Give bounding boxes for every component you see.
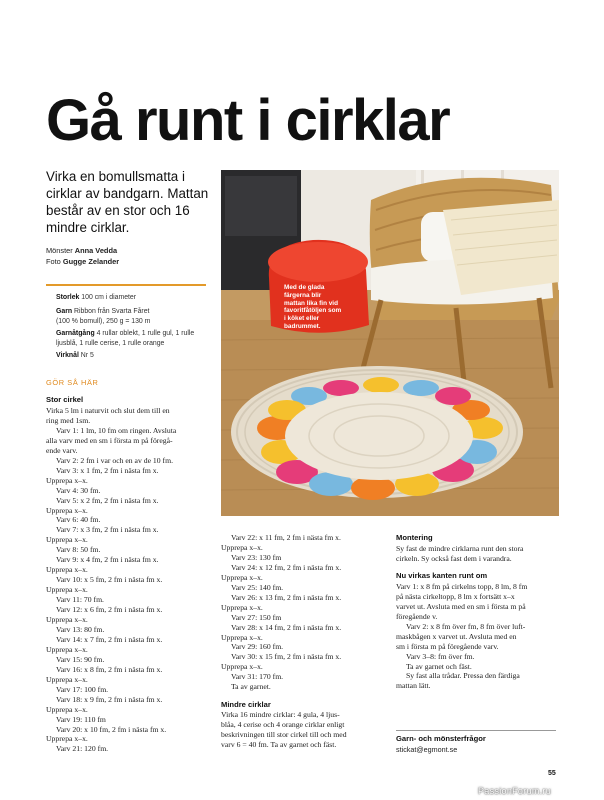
instruction-line: Varv 1: 1 lm, 10 fm om ringen. Avsluta [56, 425, 177, 435]
instruction-line: Varv 2: 2 fm i var och en av de 10 fm. [56, 455, 173, 465]
instruction-line: maskbågen x varvet ut. Avsluta med en [396, 631, 517, 641]
instruction-line: Varv 19: 110 fm [56, 714, 106, 724]
instructions-border [396, 582, 561, 691]
instruction-line: på nästa cirkeltopp, 8 lm x fortsätt x–x [396, 591, 515, 601]
fact-hook: Virknål Nr 5 [56, 352, 94, 359]
instruction-line: Sy fast de mindre cirklarna runt den stora [396, 544, 524, 553]
fact-box-rule [46, 284, 206, 286]
instruction-line: Varv 3–8: fm över fm. [406, 651, 475, 661]
instruction-line: Varv 10: x 5 fm, 2 fm i nästa fm x. [56, 575, 163, 585]
fact-usage-detail: ljusblå, 1 rulle cerise, 1 rulle orange [56, 340, 165, 347]
instruction-line: Varv 3: x 1 fm, 2 fm i nästa fm x. [56, 465, 159, 475]
instruction-line: Upprepa x–x. [221, 602, 263, 612]
instruction-line: Varv 31: 170 fm. [231, 672, 284, 682]
instruction-line: sm i första m på föregående varv. [396, 641, 499, 651]
instruction-line: Upprepa x–x. [46, 734, 88, 744]
instruction-line: Varv 8: 50 fm. [56, 545, 101, 555]
contact-email: stickat@egmont.se [396, 745, 458, 754]
instruction-line: Upprepa x–x. [221, 572, 263, 582]
instruction-line: Upprepa x–x. [46, 565, 88, 575]
instruction-line: Varv 30: x 15 fm, 2 fm i nästa fm x. [231, 652, 342, 662]
instructions-large-circle-continued [221, 533, 393, 692]
instruction-line: blåa, 4 cerise och 4 orange cirklar enligt [221, 720, 345, 730]
subheading-small-circles: Mindre cirklar [221, 700, 271, 710]
instruction-line: Upprepa x–x. [46, 704, 88, 714]
fact-size: Storlek 100 cm i diameter [56, 294, 137, 301]
instruction-line: Varv 12: x 6 fm, 2 fm i nästa fm x. [56, 605, 163, 615]
instruction-line: Varv 14: x 7 fm, 2 fm i nästa fm x. [56, 634, 163, 644]
instructions-assembly [396, 544, 561, 564]
instruction-line: Virka 16 mindre cirklar: 4 gula, 4 ljus- [221, 710, 340, 720]
instruction-line: mattan lätt. [396, 681, 431, 691]
instruction-line: Upprepa x–x. [221, 662, 263, 672]
instruction-line: Varv 13: 80 fm. [56, 624, 105, 634]
instruction-line: Varv 27: 150 fm [231, 612, 282, 622]
instruction-line: Varv 23: 130 fm [231, 552, 282, 562]
instruction-line: Varv 17: 100 fm. [56, 684, 109, 694]
instruction-line: Varv 22: x 11 fm, 2 fm i nästa fm x. [231, 533, 341, 542]
instruction-line: varv 6 = 40 fm. Ta av garnet och fäst. [221, 740, 337, 750]
instruction-line: Ta av garnet. [231, 682, 271, 692]
instruction-line: beskrivningen till stor cirkel till och med [221, 730, 347, 740]
fact-yarn-detail: (100 % bomull), 250 g = 130 m [56, 318, 151, 325]
instruction-line: varvet ut. Avsluta med en sm i första m på [396, 601, 526, 611]
instruction-line: föregående v. [396, 611, 438, 621]
instruction-line: Varv 20: x 10 fm, 2 fm i nästa fm x. [56, 724, 167, 734]
instruction-line: Upprepa x–x. [46, 535, 88, 545]
column-1 [46, 395, 218, 754]
subheading-assembly: Montering [396, 533, 433, 542]
pattern-author: Anna Vedda [74, 246, 118, 255]
instruction-line: Varv 7: x 3 fm, 2 fm i nästa fm x. [56, 525, 159, 535]
watermark: PassionForum.ru [478, 786, 552, 796]
column-2 [221, 533, 393, 750]
instruction-line: Upprepa x–x. [46, 585, 88, 595]
page-number: 55 [548, 770, 556, 777]
subheading-large-circle: Stor cirkel [46, 395, 84, 404]
instruction-line: Varv 26: x 13 fm, 2 fm i nästa fm x. [231, 592, 342, 602]
instruction-line: Varv 24: x 12 fm, 2 fm i nästa fm x. [231, 562, 342, 572]
intro-text: Virka en bomullsmatta i cirklar av bandgarn. Mattan består av en stor och 16 mindre cirklar. [46, 169, 209, 235]
page-title: Gå runt i cirklar [46, 88, 450, 153]
instruction-line: Upprepa x–x. [221, 632, 263, 642]
instruction-line: ende varv. [46, 445, 78, 455]
instruction-line: Varv 28: x 14 fm, 2 fm i nästa fm x. [231, 622, 342, 632]
instruction-line: Varv 5: x 2 fm, 2 fm i nästa fm x. [56, 495, 159, 505]
credit-label: Mönster [46, 246, 73, 255]
instruction-line: Varv 15: 90 fm. [56, 654, 105, 664]
instruction-line: Varv 6: 40 fm. [56, 515, 101, 525]
instruction-line: Varv 11: 70 fm. [56, 595, 104, 605]
instruction-line: Varv 29: 160 fm. [231, 642, 284, 652]
instruction-line: Varv 9: x 4 fm, 2 fm i nästa fm x. [56, 555, 159, 565]
instruction-line: Upprepa x–x. [221, 542, 263, 552]
instruction-line: ring med 1sm. [46, 415, 91, 425]
photographer: Gugge Zelander [62, 257, 120, 266]
instruction-line: Varv 21: 120 fm. [56, 744, 109, 754]
instruction-line: Varv 18: x 9 fm, 2 fm i nästa fm x. [56, 694, 163, 704]
instruction-line: Varv 1: x 8 fm på cirkelns topp, 8 lm, 8 fm [396, 581, 528, 591]
contact-heading: Garn- och mönsterfrågor [396, 734, 486, 743]
instruction-line: Varv 2: x 8 fm över fm, 8 fm över luft- [406, 621, 526, 631]
column-3 [396, 533, 561, 691]
section-heading: GÖR SÅ HÄR [46, 378, 99, 387]
fact-yarn: Garn Ribbon från Svarta Fåret [56, 308, 150, 315]
credits [46, 245, 119, 267]
fact-usage: Garnåtgång 4 rullar oblekt, 1 rulle gul, 1 rulle [56, 330, 195, 337]
footer-rule [396, 730, 556, 731]
instruction-line: Upprepa x–x. [46, 674, 88, 684]
instruction-line: Upprepa x–x. [46, 505, 88, 515]
subheading-border: Nu virkas kanten runt om [396, 570, 488, 580]
credit-label: Foto [46, 257, 61, 266]
photo-caption: Med de glada färgerna blir mattan lika fin vid favoritfåtöljen som i köket eller badrummet. [284, 284, 342, 330]
instruction-line: Upprepa x–x. [46, 644, 88, 654]
instruction-line: Virka 5 lm i naturvit och slut dem till en [46, 406, 170, 415]
instruction-line: Varv 16: x 8 fm, 2 fm i nästa fm x. [56, 664, 163, 674]
rug-photo [221, 170, 559, 516]
instructions-large-circle [46, 406, 218, 754]
instruction-line: alla varv med en sm i första m på föregå- [46, 435, 173, 445]
instruction-line: Varv 4: 30 fm. [56, 485, 101, 495]
instructions-small-circles [221, 710, 393, 750]
instruction-line: cirkeln. Sy också fast dem i varandra. [396, 553, 512, 563]
instruction-line: Ta av garnet och fäst. [406, 661, 472, 671]
instruction-line: Varv 25: 140 fm. [231, 582, 284, 592]
instruction-line: Upprepa x–x. [46, 615, 88, 625]
instruction-line: Upprepa x–x. [46, 475, 88, 485]
instruction-line: Sy fast alla trådar. Pressa den färdiga [406, 671, 520, 681]
